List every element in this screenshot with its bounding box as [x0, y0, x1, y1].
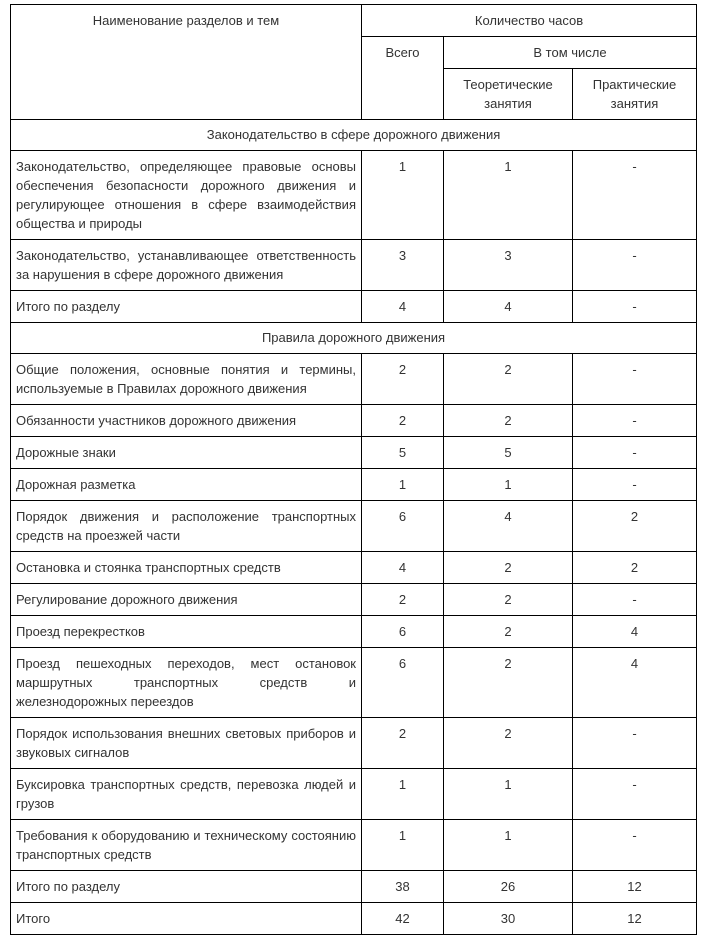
hours-total: 2 — [362, 584, 444, 616]
topic-name: Дорожные знаки — [11, 437, 362, 469]
hours-practice: 2 — [573, 501, 697, 552]
hours-theory: 2 — [444, 718, 573, 769]
hours-theory: 2 — [444, 405, 573, 437]
topic-name: Проезд перекрестков — [11, 616, 362, 648]
table-row — [11, 469, 697, 501]
table-row — [11, 769, 697, 820]
table-row — [11, 437, 697, 469]
table-row — [11, 718, 697, 769]
hours-practice: 12 — [573, 871, 697, 903]
grand-total-label: Итого — [11, 903, 362, 935]
table-row — [11, 501, 697, 552]
hours-practice: 4 — [573, 648, 697, 718]
hours-total: 4 — [362, 291, 444, 323]
hours-practice: 2 — [573, 552, 697, 584]
hours-total: 2 — [362, 405, 444, 437]
table-row — [11, 871, 697, 903]
table-row — [11, 291, 697, 323]
header-practice: Практические занятия — [573, 69, 697, 120]
hours-total: 2 — [362, 354, 444, 405]
topic-name: Порядок движения и расположение транспортных средств на проезжей части — [11, 501, 362, 552]
topic-name: Обязанности участников дорожного движения — [11, 405, 362, 437]
table-row — [11, 552, 697, 584]
hours-theory: 2 — [444, 584, 573, 616]
table-body — [11, 120, 697, 935]
hours-total: 38 — [362, 871, 444, 903]
hours-total: 1 — [362, 151, 444, 240]
topic-name: Итого по разделу — [11, 291, 362, 323]
hours-total: 3 — [362, 240, 444, 291]
hours-total: 1 — [362, 769, 444, 820]
table-row — [11, 820, 697, 871]
hours-practice: - — [573, 437, 697, 469]
header-total: Всего — [362, 37, 444, 120]
header-hours: Количество часов — [362, 5, 697, 37]
grand-total-total: 42 — [362, 903, 444, 935]
table-row — [11, 648, 697, 718]
topic-name: Порядок использования внешних световых приборов и звуковых сигналов — [11, 718, 362, 769]
topic-name: Дорожная разметка — [11, 469, 362, 501]
hours-theory: 2 — [444, 354, 573, 405]
hours-practice: - — [573, 240, 697, 291]
hours-theory: 4 — [444, 501, 573, 552]
section-title: Правила дорожного движения — [11, 323, 697, 354]
topic-name: Буксировка транспортных средств, перевозка людей и грузов — [11, 769, 362, 820]
table-row — [11, 354, 697, 405]
table-row — [11, 151, 697, 240]
grand-total-practice: 12 — [573, 903, 697, 935]
table-row — [11, 584, 697, 616]
table-row — [11, 616, 697, 648]
hours-theory: 2 — [444, 648, 573, 718]
hours-practice: 4 — [573, 616, 697, 648]
section-header-row — [11, 323, 697, 354]
hours-practice: - — [573, 469, 697, 501]
topic-name: Общие положения, основные понятия и термины, используемые в Правилах дорожного движения — [11, 354, 362, 405]
hours-total: 6 — [362, 648, 444, 718]
hours-practice: - — [573, 584, 697, 616]
hours-practice: - — [573, 718, 697, 769]
hours-total: 6 — [362, 501, 444, 552]
header-including: В том числе — [444, 37, 697, 69]
table-row — [11, 240, 697, 291]
hours-theory: 4 — [444, 291, 573, 323]
hours-total: 1 — [362, 469, 444, 501]
hours-total: 6 — [362, 616, 444, 648]
section-header-row — [11, 120, 697, 151]
grand-total-theory: 30 — [444, 903, 573, 935]
hours-theory: 1 — [444, 769, 573, 820]
hours-theory: 26 — [444, 871, 573, 903]
hours-practice: - — [573, 769, 697, 820]
curriculum-table — [10, 4, 697, 935]
header-name-column: Наименование разделов и тем — [11, 5, 362, 120]
topic-name: Итого по разделу — [11, 871, 362, 903]
topic-name: Требования к оборудованию и техническому состоянию транспортных средств — [11, 820, 362, 871]
hours-theory: 3 — [444, 240, 573, 291]
topic-name: Остановка и стоянка транспортных средств — [11, 552, 362, 584]
topic-name: Регулирование дорожного движения — [11, 584, 362, 616]
hours-practice: - — [573, 291, 697, 323]
hours-total: 2 — [362, 718, 444, 769]
hours-total: 5 — [362, 437, 444, 469]
section-title: Законодательство в сфере дорожного движения — [11, 120, 697, 151]
header-theory: Теоретические занятия — [444, 69, 573, 120]
hours-theory: 1 — [444, 469, 573, 501]
hours-practice: - — [573, 151, 697, 240]
topic-name: Проезд пешеходных переходов, мест остановок маршрутных транспортных средств и железнодорожных переездов — [11, 648, 362, 718]
hours-total: 4 — [362, 552, 444, 584]
table-row — [11, 405, 697, 437]
hours-theory: 1 — [444, 820, 573, 871]
hours-practice: - — [573, 354, 697, 405]
hours-theory: 5 — [444, 437, 573, 469]
hours-total: 1 — [362, 820, 444, 871]
hours-theory: 2 — [444, 552, 573, 584]
topic-name: Законодательство, устанавливающее ответственность за нарушения в сфере дорожного движения — [11, 240, 362, 291]
hours-theory: 1 — [444, 151, 573, 240]
hours-practice: - — [573, 405, 697, 437]
hours-theory: 2 — [444, 616, 573, 648]
topic-name: Законодательство, определяющее правовые основы обеспечения безопасности дорожного движения и регулирующее отношения в сфере взаимодействия общества и природы — [11, 151, 362, 240]
hours-practice: - — [573, 820, 697, 871]
grand-total-row — [11, 903, 697, 935]
